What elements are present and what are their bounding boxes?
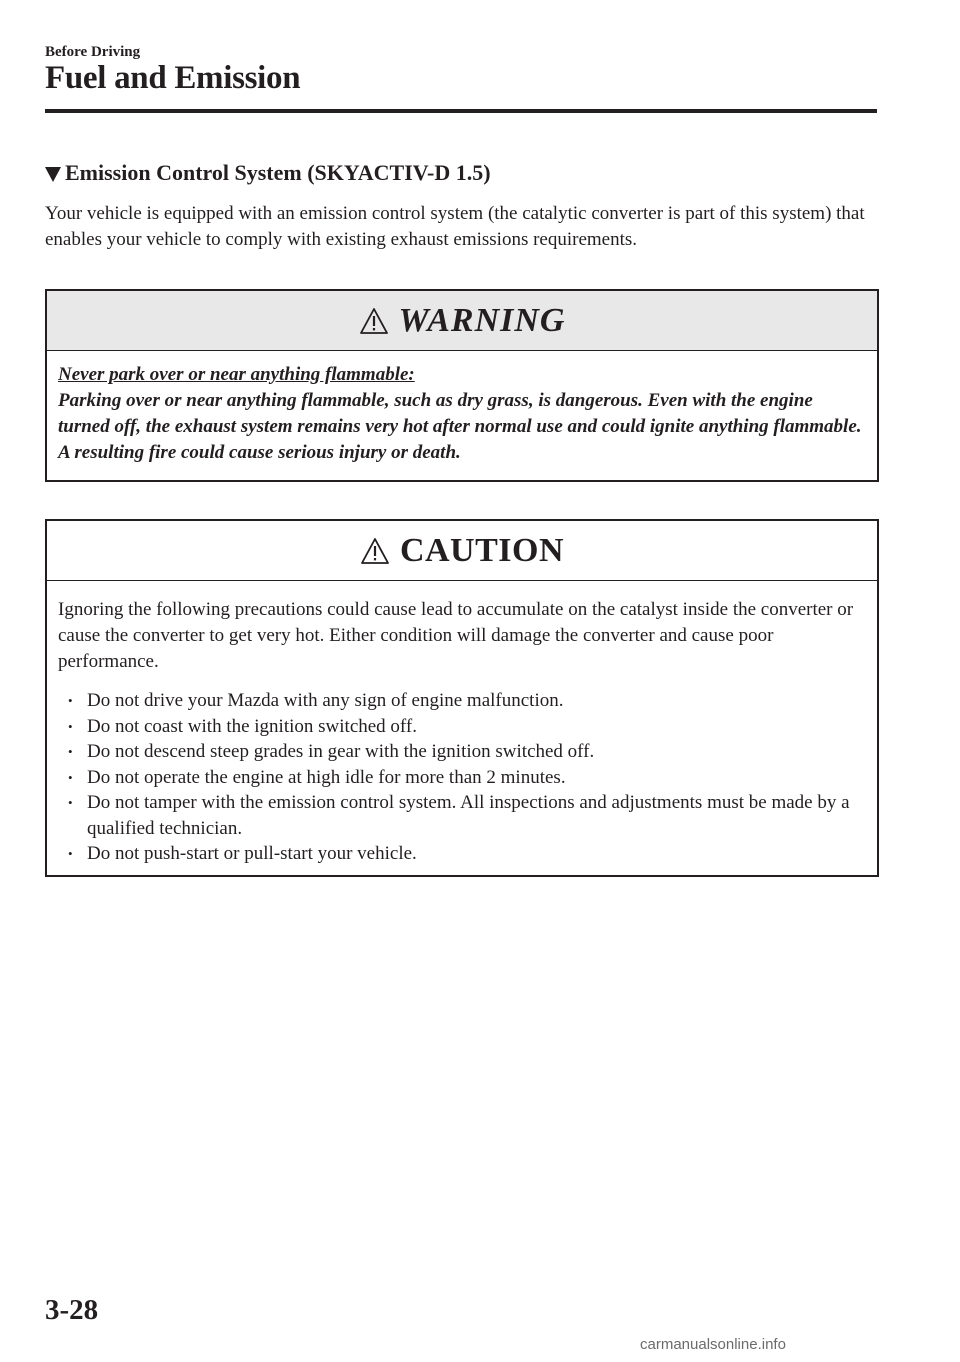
warning-header <box>47 291 877 351</box>
chapter-label: Before Driving <box>45 44 141 60</box>
caution-header <box>47 521 877 581</box>
caution-intro: Ignoring the following precautions could cause lead to accumulate on the catalyst inside the converter or cause the converter to get very hot. Either condition will damage the converter and cause poor performance. <box>58 599 854 672</box>
list-item: • Do not drive your Mazda with any sign of engine malfunction. <box>58 688 865 714</box>
page-number: 3-28 <box>45 1294 99 1326</box>
warning-label: WARNING <box>398 301 566 339</box>
list-item: • Do not descend steep grades in gear with the ignition switched off. <box>58 739 865 765</box>
list-item: • Do not operate the engine at high idle for more than 2 minutes. <box>58 765 865 791</box>
section-heading-text: Emission Control System (SKYACTIV-D 1.5) <box>65 160 491 185</box>
caution-body <box>47 581 877 867</box>
triangle-down-icon <box>45 167 61 182</box>
list-item: • Do not tamper with the emission control system. All inspections and adjustments must be made by a qualified technician. <box>58 790 865 841</box>
warning-body <box>47 351 877 466</box>
list-item: • Do not coast with the ignition switched off. <box>58 714 865 740</box>
caution-list <box>58 688 865 867</box>
warning-text: Parking over or near anything flammable, such as dry grass, is dangerous. Even with the engine turned off, the exhaust system remains very hot after normal use and could ignite anything flammable. A resulting fire could cause serious injury or death. <box>58 390 862 463</box>
page-title: Fuel and Emission <box>45 60 301 96</box>
list-item: • Do not push-start or pull-start your vehicle. <box>58 841 865 867</box>
section-intro: Your vehicle is equipped with an emission control system (the catalytic converter is part of this system) that enables your vehicle to comply with existing exhaust emissions requirements. <box>45 203 865 250</box>
section-heading <box>45 160 491 186</box>
title-rule <box>45 109 877 113</box>
warning-triangle-icon <box>359 307 389 335</box>
warning-box <box>45 289 879 482</box>
warning-triangle-icon <box>360 537 390 565</box>
caution-box <box>45 519 879 877</box>
warning-subheading: Never park over or near anything flammable: <box>58 364 415 385</box>
caution-label: CAUTION <box>399 531 565 569</box>
watermark: carmanualsonline.info <box>640 1336 786 1353</box>
